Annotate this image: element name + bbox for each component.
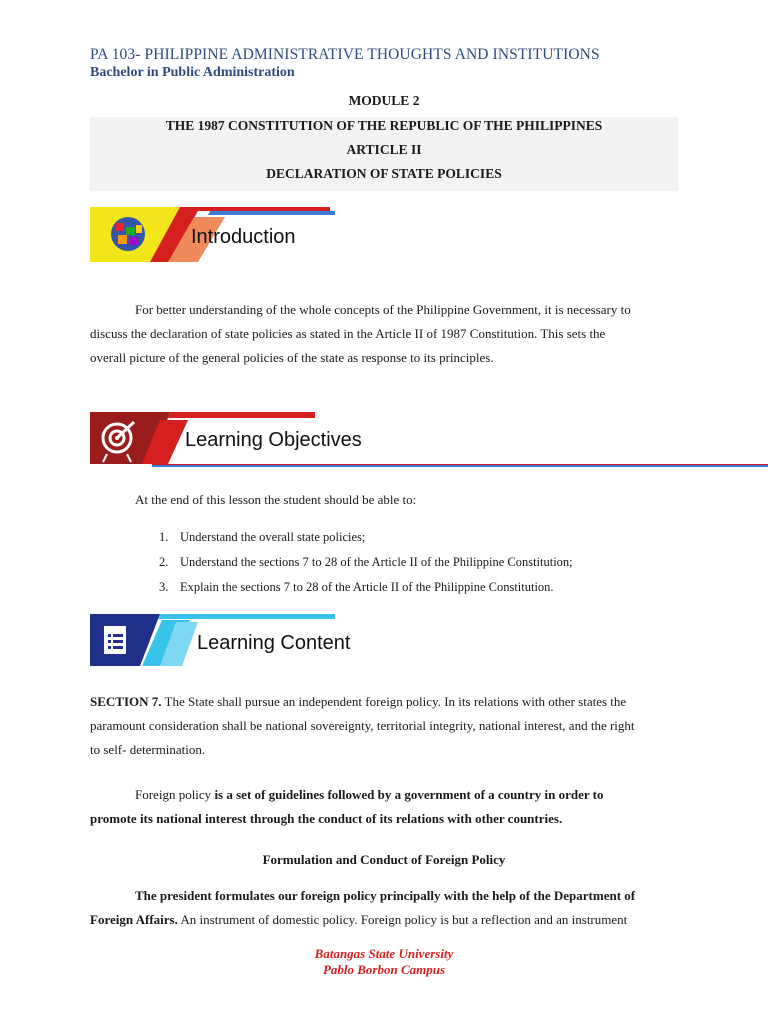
intro-line-2: discuss the declaration of state policies as stated in the Article II of 1987 Constitution. This sets the — [90, 326, 606, 341]
objective-item: Explain the sections 7 to 28 of the Article II of the Philippine Constitution. — [180, 580, 554, 594]
objective-item: Understand the overall state policies; — [180, 530, 366, 544]
program-name: Bachelor in Public Administration — [90, 65, 295, 80]
module-label: MODULE 2 — [348, 93, 420, 108]
footer-campus: Pablo Borbon Campus — [322, 962, 446, 977]
president-line-1 — [135, 884, 635, 908]
fp-line-1 — [135, 783, 603, 807]
fp-line-2 — [90, 807, 562, 831]
introduction-banner — [90, 205, 335, 265]
introduction-heading: Introduction — [191, 226, 296, 248]
fp-definition-1: is a set of guidelines followed by a government of a country in order to — [214, 787, 604, 802]
president-bold-2: Foreign Affairs. — [90, 912, 178, 927]
content-banner — [90, 612, 375, 670]
section7-line-3: to self- determination. — [90, 742, 206, 757]
section7-label: SECTION 7. — [90, 694, 162, 709]
objective-number: 3. — [159, 580, 169, 594]
course-title: PA 103- PHILIPPINE ADMINISTRATIVE THOUGHTS AND INSTITUTIONS — [90, 46, 600, 63]
intro-line-3: overall picture of the general policies of the state as response to its principles. — [90, 350, 494, 365]
fp-term: Foreign policy — [135, 787, 212, 802]
objectives-banner — [90, 410, 768, 470]
objectives-intro: At the end of this lesson the student should be able to: — [135, 492, 417, 507]
content-heading: Learning Content — [197, 632, 351, 654]
section7-line-2: paramount consideration shall be national sovereignty, territorial integrity, national interest, and the right — [90, 718, 635, 733]
content-subheading: Formulation and Conduct of Foreign Policy — [262, 852, 506, 867]
section7-line-1 — [90, 690, 678, 714]
objectives-heading: Learning Objectives — [185, 429, 362, 451]
president-text-2: An instrument of domestic policy. Foreign policy is but a reflection and an instrument — [180, 912, 628, 927]
president-text-1: The president formulates our foreign policy principally with the help of the Department of — [135, 888, 636, 903]
module-subtitle: DECLARATION OF STATE POLICIES — [266, 166, 502, 181]
president-line-2 — [90, 908, 627, 932]
fp-definition-2: promote its national interest through the conduct of its relations with other countries. — [90, 811, 563, 826]
objective-item: Understand the sections 7 to 28 of the Article II of the Philippine Constitution; — [180, 555, 573, 569]
article-label: ARTICLE II — [346, 142, 422, 157]
intro-line-1: For better understanding of the whole concepts of the Philippine Government, it is necessary to — [135, 302, 631, 317]
module-title: THE 1987 CONSTITUTION OF THE REPUBLIC OF THE PHILIPPINES — [165, 118, 603, 133]
footer-university: Batangas State University — [314, 946, 454, 961]
objective-number: 2. — [159, 555, 169, 569]
section7-text-1: The State shall pursue an independent foreign policy. In its relations with other states the — [164, 694, 627, 709]
objective-number: 1. — [159, 530, 169, 544]
